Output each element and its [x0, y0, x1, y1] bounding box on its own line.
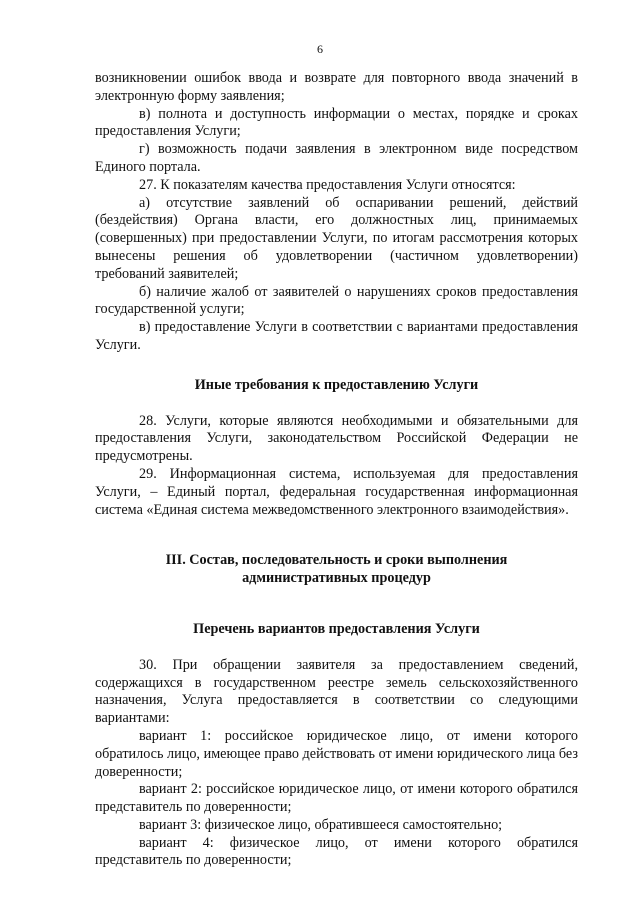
variant-1: вариант 1: российское юридическое лицо, от имени которого обратилось лицо, имеющее право действовать от имени юридического лица без доверенности; — [95, 727, 578, 780]
paragraph-item-v: в) полнота и доступность информации о местах, порядке и сроках предоставления Услуги; — [95, 105, 578, 140]
paragraph-item-v2: в) предоставление Услуги в соответствии с вариантами предоставления Услуги. — [95, 319, 578, 353]
paragraph-30: 30. При обращении заявителя за предоставлением сведений, содержащихся в государственном реестре земель сельскохозяйственного назначения, Услуга предоставляется в соответствии со следующими вариантами: — [95, 656, 578, 727]
paragraph-item-b: б) наличие жалоб от заявителей о нарушениях сроков предоставления государственной услуги; — [95, 283, 578, 318]
heading-section-iii-line2: административных процедур — [242, 570, 431, 587]
paragraph-item-g: г) возможность подачи заявления в электронном виде посредством Единого портала. — [95, 141, 578, 175]
heading-section-iii-line1: III. Состав, последовательность и сроки выполнения — [165, 552, 508, 569]
paragraph-28: 28. Услуги, которые являются необходимыми и обязательными для предоставления Услуги, законодательством Российской Федерации не предусмотрены. — [95, 412, 578, 465]
heading-variants-list: Перечень вариантов предоставления Услуги — [193, 620, 480, 637]
paragraph-29: 29. Информационная система, используемая для предоставления Услуги, – Единый портал, федеральная государственная информационная система «Единая система межведомственного электронного взаимодействия». — [95, 465, 578, 518]
variant-2: вариант 2: российское юридическое лицо, от имени которого обратился представитель по доверенности; — [95, 781, 578, 816]
paragraph-item-a: а) отсутствие заявлений об оспаривании решений, действий (бездействия) Органа власти, его должностных лиц, принимаемых (совершенных) при предоставлении Услуги, по итогам рассмотрения которых вынесены решения об удовлетворении (частичном удовлетворении) требований заявителей; — [95, 194, 578, 282]
variant-3: вариант 3: физическое лицо, обратившееся самостоятельно; — [139, 816, 503, 833]
document-body — [95, 70, 578, 870]
page-number: 6 — [317, 42, 323, 56]
paragraph-27: 27. К показателям качества предоставления Услуги относятся: — [139, 176, 516, 193]
paragraph-continuation: возникновении ошибок ввода и возврате для повторного ввода значений в электронную форму заявления; — [95, 70, 578, 104]
variant-4: вариант 4: физическое лицо, от имени которого обратился представитель по доверенности; — [95, 834, 578, 869]
heading-other-requirements: Иные требования к предоставлению Услуги — [194, 376, 479, 393]
